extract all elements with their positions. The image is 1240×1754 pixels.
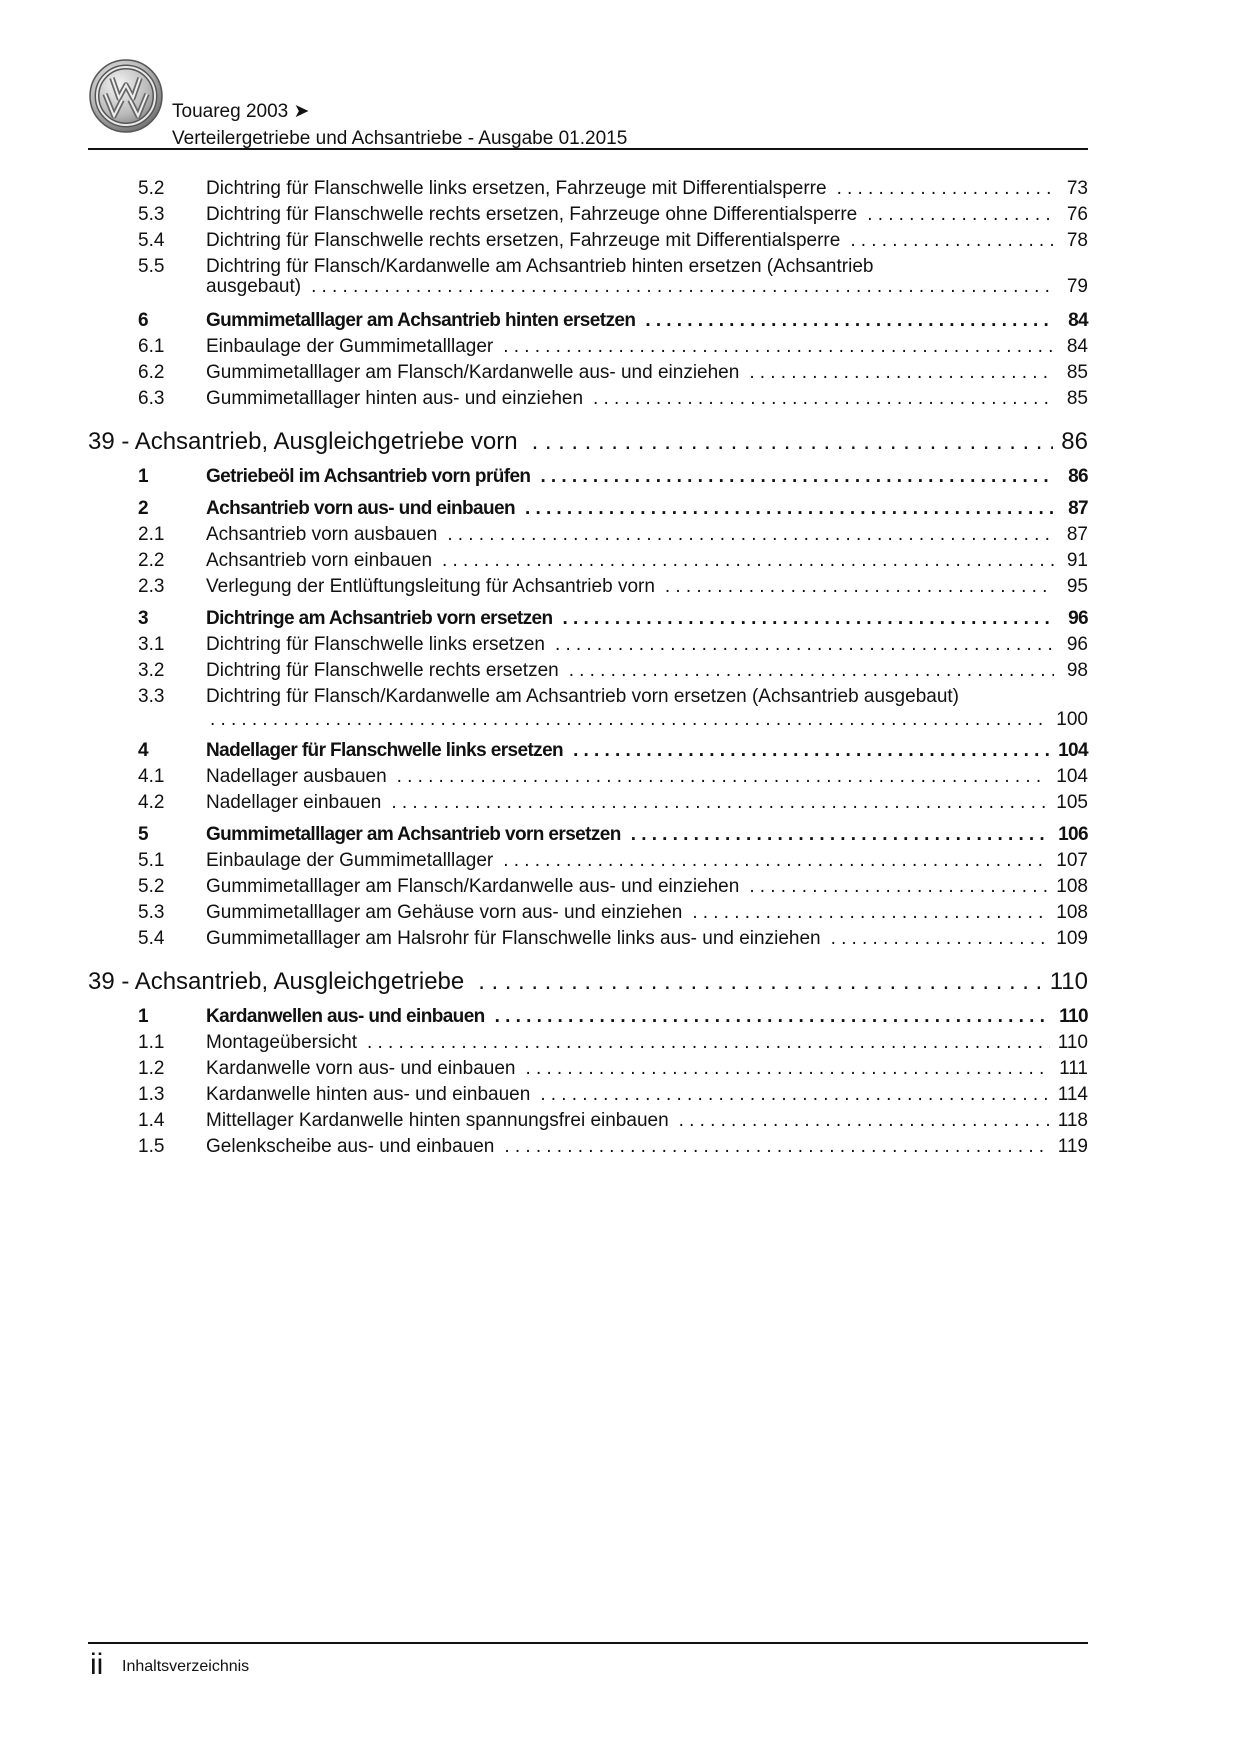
toc-entry-page: 119 [1057, 1136, 1088, 1157]
dot-leader [645, 309, 1054, 332]
toc-entry-number: 1.3 [138, 1084, 165, 1105]
toc-entry-title: Dichtring für Flanschwelle rechts ersetzen, Fahrzeuge mit Differentialsperre [206, 230, 841, 251]
toc-entry-title: Dichtringe am Achsantrieb vorn ersetzen [206, 608, 553, 629]
toc-entry-page: 100 [1056, 709, 1088, 730]
toc-entry-title: Achsantrieb vorn ausbauen [206, 524, 438, 545]
toc-entry-page: 98 [1066, 660, 1088, 681]
toc-entry-number: 5.2 [138, 876, 165, 897]
toc-entry-title: Nadellager ausbauen [206, 766, 387, 787]
toc-entry-number: 2 [138, 498, 148, 519]
toc-entry-page: 110 [1057, 1032, 1088, 1053]
toc-entry-title: Montageübersicht [206, 1032, 358, 1053]
dot-leader [631, 823, 1050, 846]
toc-entry-page: 96 [1068, 608, 1088, 629]
toc-entry-title: Gummimetalllager am Flansch/Kardanwelle aus- und einziehen [206, 876, 740, 897]
toc-entry-title: Gummimetalllager am Gehäuse vorn aus- und einziehen [206, 902, 683, 923]
dot-leader [593, 387, 1054, 410]
toc-entry-title: Kardanwelle vorn aus- und einbauen [206, 1058, 516, 1079]
toc-entry-number: 6.2 [138, 362, 165, 383]
toc-chapter-title: 39 - Achsantrieb, Ausgleichgetriebe vorn [88, 428, 518, 455]
toc-entry-title: Dichtring für Flanschwelle rechts ersetzen [206, 660, 559, 681]
toc-entry-title: Kardanwellen aus- und einbauen [206, 1006, 485, 1027]
toc-entry-page: 108 [1056, 902, 1088, 923]
toc-entry-number: 5.5 [138, 256, 165, 277]
dot-leader [569, 659, 1054, 682]
dot-leader [679, 1109, 1050, 1132]
toc-entry-title: Dichtring für Flanschwelle rechts ersetzen, Fahrzeuge ohne Differentialsperre [206, 204, 858, 225]
toc-entry-number: 5.4 [138, 230, 165, 251]
toc-entry-page: 79 [1066, 276, 1088, 297]
toc-entry-page: 110 [1059, 1006, 1088, 1027]
toc-entry-page: 85 [1066, 362, 1088, 383]
toc-entry-page: 104 [1058, 740, 1088, 761]
toc-entry-number: 6.1 [138, 336, 165, 357]
toc-chapter-page: 86 [1061, 428, 1088, 455]
dot-leader [210, 708, 1048, 731]
dot-leader [867, 203, 1054, 226]
dot-leader [540, 1083, 1049, 1106]
toc-chapter[interactable] [88, 968, 1088, 996]
dot-leader [447, 523, 1054, 546]
toc-chapter-title: 39 - Achsantrieb, Ausgleichgetriebe [88, 968, 465, 995]
toc-entry-number: 1 [138, 466, 148, 487]
dot-leader [525, 497, 1054, 520]
toc-entry-number: 5.3 [138, 902, 165, 923]
dot-leader [495, 1005, 1051, 1028]
toc-entry-page: 109 [1056, 928, 1088, 949]
toc-entry-page: 91 [1066, 550, 1088, 571]
dot-leader [397, 765, 1049, 788]
toc-entry-number: 5.2 [138, 178, 165, 199]
toc-entry-number: 1.1 [138, 1032, 165, 1053]
toc-entry-page: 85 [1066, 388, 1088, 409]
toc-entry-page: 76 [1066, 204, 1088, 225]
toc-entry-number: 2.1 [138, 524, 165, 545]
toc-entry-title: Getriebeöl im Achsantrieb vorn prüfen [206, 466, 531, 487]
toc-entry-page: 107 [1056, 850, 1088, 871]
dot-leader [526, 1057, 1052, 1080]
toc-entry-page: 96 [1066, 634, 1088, 655]
toc-entry-number: 5.3 [138, 204, 165, 225]
toc-entry-title: Achsantrieb vorn aus- und einbauen [206, 498, 515, 519]
toc-entry-number: 3.3 [138, 686, 165, 707]
toc-entry-number: 1.5 [138, 1136, 165, 1157]
toc-entry-page: 86 [1068, 466, 1088, 487]
toc-entry-title: Nadellager einbauen [206, 792, 382, 813]
dot-leader [478, 968, 1041, 996]
dot-leader [563, 607, 1055, 630]
toc-entry-page: 118 [1057, 1110, 1088, 1131]
toc-entry-title-continued: ausgebaut) [206, 276, 302, 297]
toc-entry-page: 105 [1056, 792, 1088, 813]
toc-entry-title: Einbaulage der Gummimetalllager [206, 850, 494, 871]
footer-section-label: Inhaltsverzeichnis [122, 1658, 250, 1675]
dot-leader [850, 229, 1054, 252]
toc-entry-title: Gummimetalllager hinten aus- und einziehen [206, 388, 584, 409]
toc-entry-title: Gummimetalllager am Flansch/Kardanwelle aus- und einziehen [206, 362, 740, 383]
toc-entry-page: 104 [1056, 766, 1088, 787]
toc-entry-number: 4.1 [138, 766, 165, 787]
dot-leader [749, 361, 1054, 384]
page-header [88, 58, 1088, 154]
toc-entry-title: Dichtring für Flansch/Kardanwelle am Achsantrieb vorn ersetzen (Achsantrieb ausgebaut) [206, 686, 959, 707]
toc-entry-number: 2.3 [138, 576, 165, 597]
toc-entry-page: 95 [1066, 576, 1088, 597]
dot-leader [367, 1031, 1050, 1054]
dot-leader [831, 927, 1049, 950]
toc-entry-page: 106 [1058, 824, 1088, 845]
toc-entry-page: 87 [1066, 524, 1088, 545]
toc-entry-number: 5.1 [138, 850, 165, 871]
toc-chapter[interactable] [88, 428, 1088, 456]
toc-entry-number: 2.2 [138, 550, 165, 571]
dot-leader [665, 575, 1054, 598]
dot-leader [503, 335, 1054, 358]
toc-entry-number: 1 [138, 1006, 148, 1027]
toc-entry-title: Nadellager für Flanschwelle links ersetzen [206, 740, 564, 761]
dot-leader [692, 901, 1048, 924]
toc-entry-page: 78 [1066, 230, 1088, 251]
toc-entry-number: 6 [138, 310, 148, 331]
footer-page-number: ii [90, 1648, 104, 1681]
dot-leader [503, 849, 1048, 872]
toc-entry-number: 1.4 [138, 1110, 165, 1131]
toc-entry-number: 5 [138, 824, 148, 845]
dot-leader [573, 739, 1050, 762]
toc-entry-title: Dichtring für Flansch/Kardanwelle am Achsantrieb hinten ersetzen (Achsantrieb [206, 256, 874, 277]
toc-entry-title: Mittellager Kardanwelle hinten spannungsfrei einbauen [206, 1110, 669, 1131]
dot-leader [504, 1135, 1049, 1158]
dot-leader [555, 633, 1054, 656]
header-subtitle: Verteilergetriebe und Achsantriebe - Ausgabe 01.2015 [172, 128, 628, 149]
header-divider [88, 148, 1088, 150]
toc-entry-number: 4.2 [138, 792, 165, 813]
toc-entry-title: Gelenkscheibe aus- und einbauen [206, 1136, 495, 1157]
toc-entry-number: 1.2 [138, 1058, 165, 1079]
toc-chapter-page: 110 [1049, 968, 1088, 995]
toc-entry-page: 87 [1068, 498, 1088, 519]
header-title: Touareg 2003 ➤ [172, 101, 310, 122]
dot-leader [749, 875, 1048, 898]
dot-leader [391, 791, 1048, 814]
toc-entry-page: 84 [1068, 310, 1088, 331]
toc-entry-title: Achsantrieb vorn einbauen [206, 550, 433, 571]
toc-entry-number: 3 [138, 608, 148, 629]
toc-entry-number: 5.4 [138, 928, 165, 949]
toc-entry-page: 111 [1059, 1058, 1088, 1079]
toc-entry-number: 4 [138, 740, 148, 761]
dot-leader [311, 275, 1054, 298]
dot-leader [837, 177, 1054, 200]
toc-entry-title: Einbaulage der Gummimetalllager [206, 336, 494, 357]
toc-entry-page: 114 [1057, 1084, 1088, 1105]
toc-entry-number: 3.1 [138, 634, 165, 655]
toc-entry-title: Gummimetalllager am Achsantrieb vorn ersetzen [206, 824, 621, 845]
toc-entry-title: Dichtring für Flanschwelle links ersetzen [206, 634, 545, 655]
toc-entry-title: Dichtring für Flanschwelle links ersetzen, Fahrzeuge mit Differentialsperre [206, 178, 827, 199]
toc-entry-number: 6.3 [138, 388, 165, 409]
toc-entry-number: 3.2 [138, 660, 165, 681]
toc-entry-page: 108 [1056, 876, 1088, 897]
footer-divider [88, 1642, 1088, 1644]
dot-leader [540, 465, 1054, 488]
toc-entry-title: Gummimetalllager am Halsrohr für Flanschwelle links aus- und einziehen [206, 928, 821, 949]
dot-leader [442, 549, 1054, 572]
dot-leader [532, 428, 1054, 456]
toc-entry-title: Verlegung der Entlüftungsleitung für Achsantrieb vorn [206, 576, 655, 597]
toc-entry-title: Gummimetalllager am Achsantrieb hinten ersetzen [206, 310, 636, 331]
toc-entry-page: 84 [1066, 336, 1088, 357]
vw-logo-icon [88, 58, 164, 134]
toc-entry-page: 73 [1066, 178, 1088, 199]
toc-entry-title: Kardanwelle hinten aus- und einbauen [206, 1084, 531, 1105]
